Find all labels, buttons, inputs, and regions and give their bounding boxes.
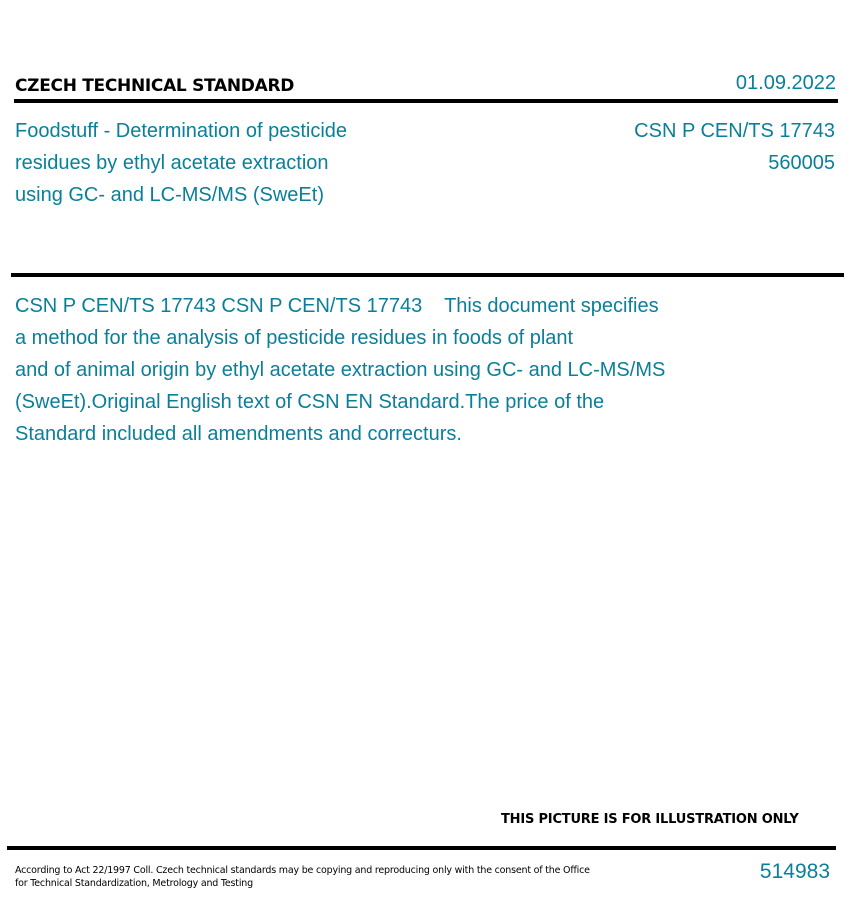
standard-number: CSN P CEN/TS 17743 [634,120,835,142]
legal-notice [15,864,595,890]
standard-description [15,290,735,450]
standard-type-label: CZECH TECHNICAL STANDARD [15,76,295,96]
title-line: residues by ethyl acetate extraction [15,152,329,174]
legal-line: According to Act 22/1997 Coll. Czech technical standards may be copying and reproducing only with the consent of the Office [15,865,590,876]
description-line: CSN P CEN/TS 17743 CSN P CEN/TS 17743 This document specifies [15,295,659,317]
title-line: Foodstuff - Determination of pesticide [15,120,348,142]
description-line: (SweEt).Original English text of CSN EN Standard.The price of the [15,391,605,413]
footer-divider [7,846,836,850]
description-line: and of animal origin by ethyl acetate extraction using GC- and LC-MS/MS [15,359,666,381]
standard-title [15,115,435,211]
document-id: 514983 [759,860,830,883]
description-line: a method for the analysis of pesticide residues in foods of plant [15,327,574,349]
illustration-disclaimer: THIS PICTURE IS FOR ILLUSTRATION ONLY [501,812,799,827]
header-divider [14,99,838,103]
classification-code: 560005 [768,152,835,174]
section-divider [11,273,844,277]
description-line: Standard included all amendments and correcturs. [15,423,462,445]
standard-identifiers [634,115,835,179]
title-line: using GC- and LC-MS/MS (SweEt) [15,184,324,206]
legal-line: for Technical Standardization, Metrology and Testing [15,878,253,889]
publication-date: 01.09.2022 [735,72,836,94]
